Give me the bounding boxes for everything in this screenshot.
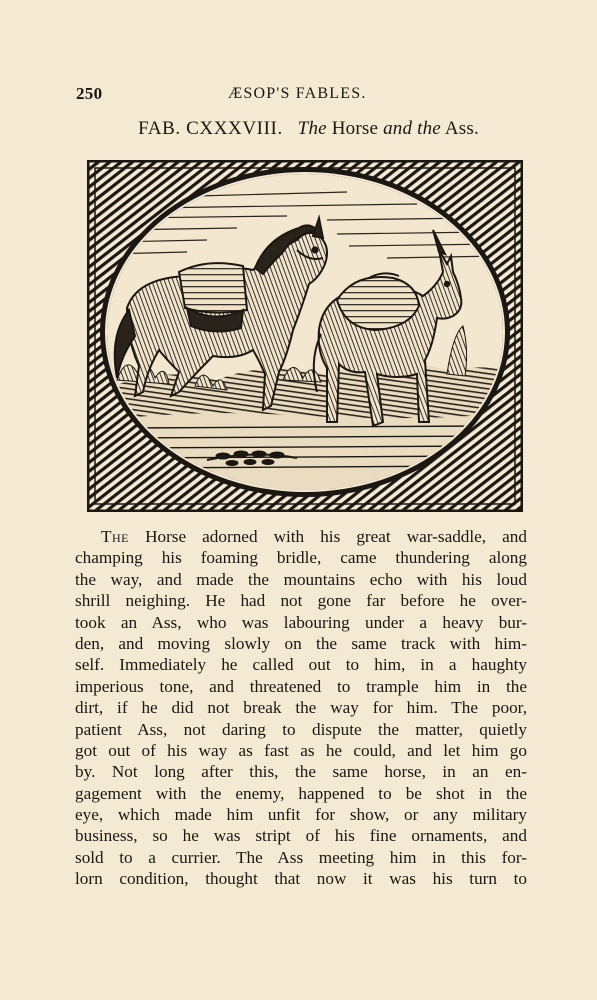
text-line: shrill neighing. He had not gone far before he over- xyxy=(75,591,527,611)
text-line: the way, and made the mountains echo with his loud xyxy=(75,569,527,589)
text-line: got out of his way as fast as he could, and let him go xyxy=(75,740,527,760)
text-line: champing his foaming bridle, came thundering along xyxy=(75,548,527,568)
text-line: den, and moving slowly on the same track with him- xyxy=(75,633,527,653)
page-number: 250 xyxy=(76,84,103,103)
fable-title-ass: Ass. xyxy=(444,118,479,139)
text-line: by. Not long after this, the same horse, in an en- xyxy=(75,762,527,782)
text-line: gagement with the enemy, happened to be shot in the xyxy=(75,783,527,803)
fable-title-and-the: and the xyxy=(383,118,441,139)
woodcut-illustration xyxy=(87,160,523,512)
running-head xyxy=(76,84,526,108)
text-line: The Horse adorned with his great war-saddle, and xyxy=(101,527,527,546)
fable-body-text xyxy=(75,526,527,890)
fable-title-the: The xyxy=(297,118,327,139)
text-line: business, so he was stript of his fine ornaments, and xyxy=(75,826,527,846)
text-line: dirt, if he did not break the way for him. The poor, xyxy=(75,698,527,718)
fable-title-horse: Horse xyxy=(331,118,379,139)
text-line: sold to a currier. The Ass meeting him in this for- xyxy=(75,847,527,867)
text-line: took an Ass, who was labouring under a heavy bur- xyxy=(75,612,527,632)
text-line: imperious tone, and threatened to trample him in the xyxy=(75,676,527,696)
drop-word: The xyxy=(101,527,129,546)
text-line: self. Immediately he called out to him, in a haughty xyxy=(75,655,527,675)
text-line: lorn condition, thought that now it was his turn to xyxy=(75,869,527,889)
fable-number: FAB. CXXXVIII. xyxy=(138,118,283,139)
text-line: patient Ass, not daring to dispute the matter, quietly xyxy=(75,719,527,739)
running-title: ÆSOP'S FABLES. xyxy=(228,85,367,102)
fable-heading xyxy=(0,118,597,140)
text-line: eye, which made him unfit for show, or any military xyxy=(75,805,527,825)
